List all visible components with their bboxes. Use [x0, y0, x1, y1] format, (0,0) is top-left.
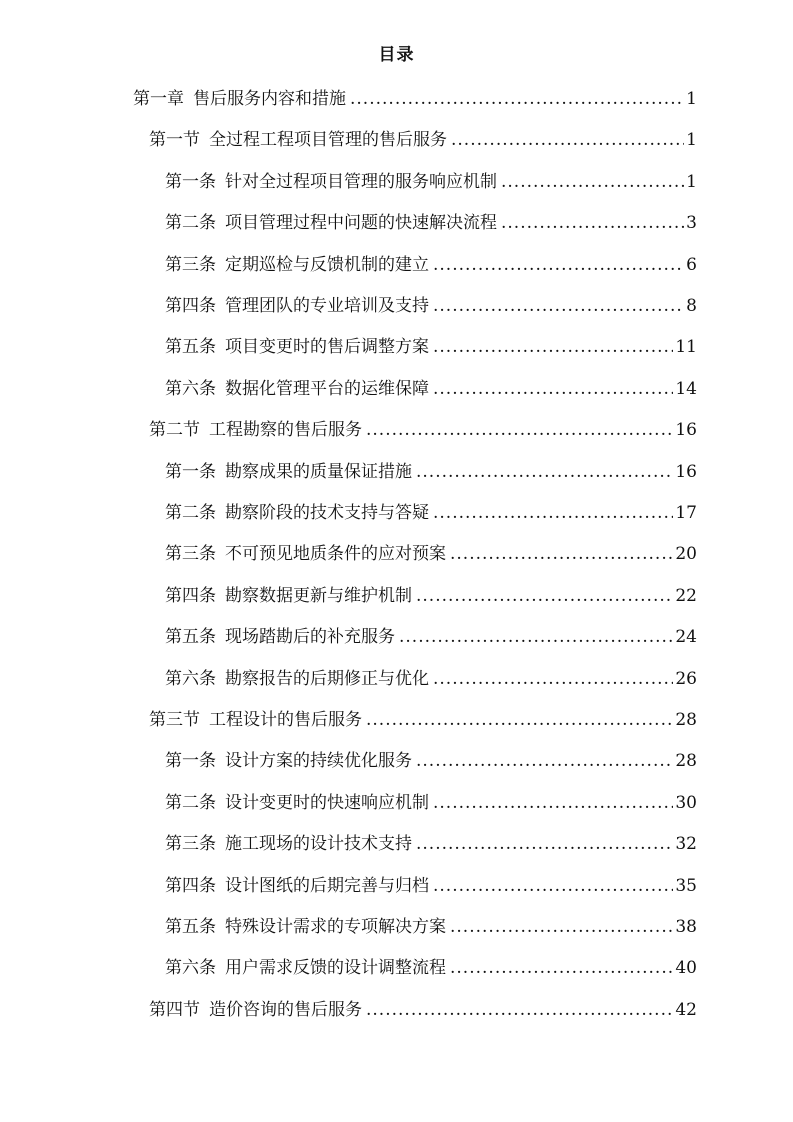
dot-leader	[416, 834, 673, 854]
dot-leader	[416, 462, 673, 482]
toc-entry[interactable]	[165, 664, 697, 692]
toc-entry-text: 现场踏勘后的补充服务	[225, 627, 395, 648]
toc-entry-label	[149, 125, 447, 150]
toc-entry-text: 勘察成果的质量保证措施	[225, 461, 412, 482]
toc-entry-text: 售后服务内容和措施	[193, 89, 346, 109]
toc-entry-label	[165, 664, 429, 689]
toc-entry-label	[165, 912, 446, 937]
toc-entry[interactable]	[165, 250, 697, 278]
toc-entry[interactable]	[165, 788, 697, 816]
toc-entry-page-number: 17	[675, 503, 697, 523]
toc-entry-text: 定期巡检与反馈机制的建立	[225, 254, 429, 275]
toc-entry[interactable]	[165, 332, 697, 360]
dot-leader	[451, 130, 684, 150]
toc-entry-label	[165, 250, 429, 275]
toc-entry-number: 第四节	[149, 999, 200, 1020]
dot-leader	[416, 751, 673, 771]
toc-entry-text: 数据化管理平台的运维保障	[225, 378, 429, 399]
toc-entry-number: 第一节	[149, 130, 200, 151]
toc-entry-label	[165, 953, 446, 978]
toc-entry-text: 项目变更时的售后调整方案	[225, 337, 429, 358]
toc-entry[interactable]	[165, 208, 697, 236]
toc-entry-label	[165, 498, 429, 523]
toc-entry-page-number: 1	[686, 171, 697, 192]
toc-entry-page-number: 1	[686, 89, 697, 109]
toc-entry-page-number: 16	[675, 461, 697, 482]
toc-entry-label	[165, 167, 497, 192]
toc-entry-number: 第六条	[165, 668, 216, 689]
toc-entry-number: 第三条	[165, 834, 216, 855]
dot-leader	[501, 213, 684, 233]
dot-leader	[366, 1000, 673, 1020]
toc-entry-text: 设计方案的持续优化服务	[225, 751, 412, 772]
toc-entry-text: 全过程工程项目管理的售后服务	[209, 130, 447, 151]
toc-entry[interactable]	[165, 457, 697, 485]
toc-entry-text: 施工现场的设计技术支持	[225, 834, 412, 855]
toc-entry-number: 第二条	[165, 503, 216, 523]
toc-entry[interactable]	[149, 995, 697, 1023]
toc-entry-label	[165, 871, 429, 896]
toc-entry-text: 项目管理过程中问题的快速解决流程	[225, 213, 497, 234]
dot-leader	[366, 710, 673, 730]
toc-entry-number: 第六条	[165, 958, 216, 979]
toc-entry-text: 勘察报告的后期修正与优化	[225, 668, 429, 689]
toc-entry-page-number: 28	[675, 710, 697, 730]
toc-entry-page-number: 1	[686, 130, 697, 151]
toc-entry-number: 第四条	[165, 296, 216, 316]
toc-entry-label	[165, 622, 395, 647]
toc-entry[interactable]	[165, 746, 697, 774]
toc-entry-number: 第二条	[165, 213, 216, 234]
toc-entry-number: 第五条	[165, 627, 216, 648]
toc-entry-number: 第三节	[149, 710, 200, 730]
toc-entry-page-number: 6	[686, 254, 697, 275]
toc-entry[interactable]	[165, 167, 697, 195]
dot-leader	[433, 669, 673, 689]
toc-entry-label	[165, 746, 412, 771]
toc-entry-page-number: 30	[675, 792, 697, 813]
dot-leader	[366, 420, 673, 440]
dot-leader	[416, 586, 673, 606]
toc-entry-label	[165, 291, 429, 316]
toc-entry-text: 设计变更时的快速响应机制	[225, 792, 429, 813]
toc-entry-text: 设计图纸的后期完善与归档	[225, 875, 429, 896]
toc-entry-label	[149, 705, 362, 730]
toc-entry[interactable]	[165, 871, 697, 899]
toc-entry[interactable]	[149, 125, 697, 153]
toc-entry-page-number: 22	[675, 585, 697, 606]
toc-entry-number: 第三条	[165, 544, 216, 565]
toc-entry-number: 第一条	[165, 461, 216, 482]
toc-entry-page-number: 16	[675, 420, 697, 441]
toc-entry-label	[165, 539, 446, 564]
toc-entry[interactable]	[133, 84, 697, 112]
toc-entry-label	[149, 415, 362, 440]
toc-entry[interactable]	[149, 705, 697, 733]
toc-entry-text: 不可预见地质条件的应对预案	[225, 544, 446, 565]
toc-entry-label	[165, 332, 429, 357]
dot-leader	[350, 89, 684, 109]
toc-entry-text: 用户需求反馈的设计调整流程	[225, 958, 446, 979]
toc-entry-label	[165, 788, 429, 813]
toc-entry-number: 第四条	[165, 875, 216, 896]
toc-entry-number: 第五条	[165, 337, 216, 358]
toc-entry-text: 针对全过程项目管理的服务响应机制	[225, 171, 497, 192]
dot-leader	[399, 627, 673, 647]
toc-entry-text: 管理团队的专业培训及支持	[225, 296, 429, 316]
toc-entry-text: 特殊设计需求的专项解决方案	[225, 917, 446, 937]
toc-entry-label	[165, 374, 429, 399]
toc-entry-label	[149, 995, 362, 1020]
toc-entry-number: 第四条	[165, 585, 216, 606]
dot-leader	[433, 255, 684, 275]
toc-entry-text: 造价咨询的售后服务	[209, 999, 362, 1020]
dot-leader	[450, 544, 673, 564]
toc-entry-text: 工程勘察的售后服务	[209, 420, 362, 441]
dot-leader	[450, 917, 673, 937]
toc-entry-page-number: 20	[675, 544, 697, 565]
toc-entry-page-number: 42	[675, 999, 697, 1020]
toc-entry[interactable]	[165, 912, 697, 940]
toc-entry[interactable]	[165, 374, 697, 402]
dot-leader	[433, 379, 673, 399]
toc-entry[interactable]	[165, 581, 697, 609]
toc-entry-label	[133, 84, 346, 109]
toc-entry-text: 工程设计的售后服务	[209, 710, 362, 730]
toc-entry-number: 第三条	[165, 254, 216, 275]
toc-entry-page-number: 24	[675, 627, 697, 648]
toc-entry-page-number: 28	[675, 751, 697, 772]
toc-entry[interactable]	[165, 291, 697, 319]
toc-entry-page-number: 8	[686, 296, 697, 316]
toc-entry[interactable]	[149, 415, 697, 443]
toc-entry-page-number: 14	[675, 378, 697, 399]
toc-entry-page-number: 38	[675, 917, 697, 937]
toc-entry-label	[165, 581, 412, 606]
dot-leader	[501, 172, 684, 192]
toc-entry[interactable]	[165, 622, 697, 650]
toc-entry[interactable]	[165, 953, 697, 981]
toc-entry-page-number: 40	[675, 958, 697, 979]
toc-entry-label	[165, 457, 412, 482]
toc-entry-number: 第六条	[165, 378, 216, 399]
dot-leader	[433, 503, 673, 523]
toc-entry-page-number: 32	[675, 834, 697, 855]
toc-entry-number: 第一条	[165, 751, 216, 772]
toc-entry[interactable]	[165, 829, 697, 857]
toc-entry-page-number: 11	[675, 337, 697, 358]
dot-leader	[433, 296, 684, 316]
toc-entry[interactable]	[165, 498, 697, 526]
dot-leader	[450, 958, 673, 978]
toc-entry-number: 第一章	[133, 89, 184, 109]
toc-title: 目录	[378, 45, 415, 65]
toc-entry-label	[165, 208, 497, 233]
toc-entry-page-number: 35	[675, 875, 697, 896]
toc-entry-text: 勘察阶段的技术支持与答疑	[225, 503, 429, 523]
toc-entry-label	[165, 829, 412, 854]
dot-leader	[433, 337, 673, 357]
toc-entry-page-number: 26	[675, 668, 697, 689]
toc-entry[interactable]	[165, 539, 697, 567]
dot-leader	[433, 876, 673, 896]
toc-entry-number: 第二节	[149, 420, 200, 441]
toc-entry-number: 第一条	[165, 171, 216, 192]
toc-entry-page-number: 3	[686, 213, 697, 234]
dot-leader	[433, 793, 673, 813]
toc-entry-text: 勘察数据更新与维护机制	[225, 585, 412, 606]
toc-entry-number: 第五条	[165, 917, 216, 937]
toc-entry-number: 第二条	[165, 792, 216, 813]
